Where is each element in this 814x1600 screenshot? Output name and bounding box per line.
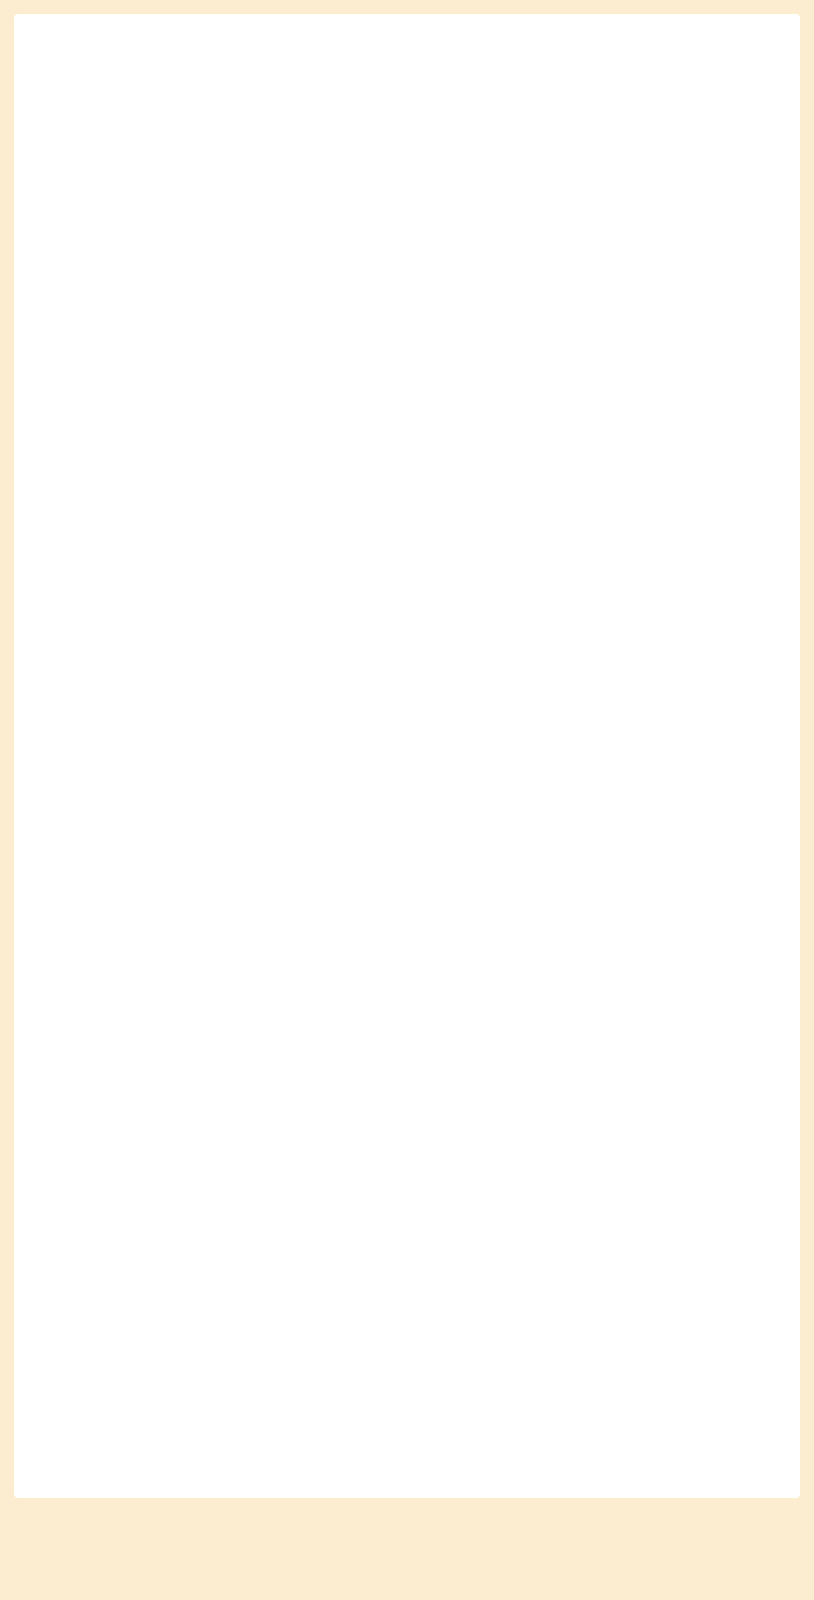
verse-rhythm-block — [56, 350, 376, 356]
left-qr-block — [34, 32, 176, 42]
ukulele-ornament-icon — [34, 182, 780, 240]
sheet-card — [14, 14, 800, 1498]
rhythm-row — [14, 350, 800, 356]
title-block — [176, 32, 638, 54]
right-qr-block — [638, 32, 780, 42]
chorus-rhythm-block — [450, 350, 770, 356]
header — [14, 32, 800, 54]
